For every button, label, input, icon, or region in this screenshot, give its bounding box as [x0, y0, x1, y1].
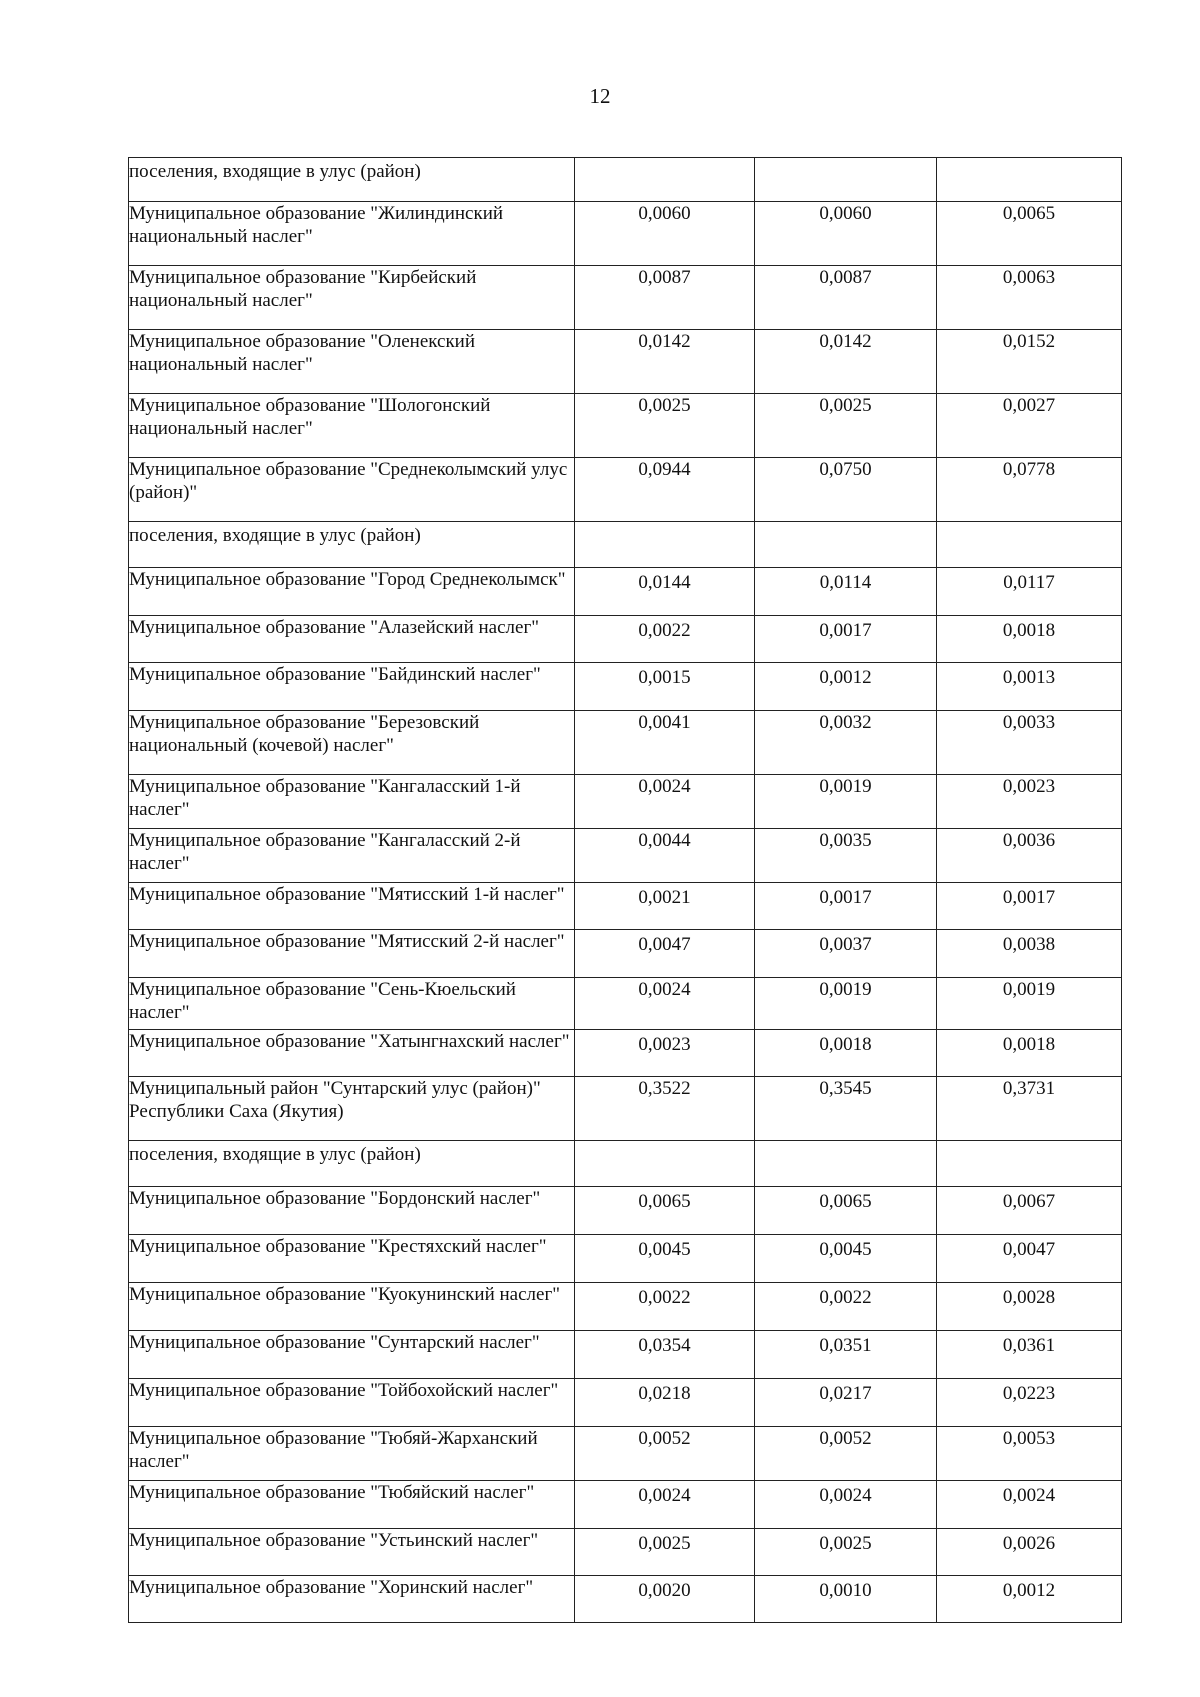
municipality-name-cell: Муниципальное образование "Бордонский наслег" [129, 1187, 575, 1235]
value-cell-col3: 0,0035 [755, 829, 937, 883]
value-cell-col3: 0,0019 [755, 775, 937, 829]
value-cell-col3: 0,0052 [755, 1427, 937, 1481]
value-cell-col4: 0,0019 [937, 978, 1122, 1030]
value-cell-col3: 0,0010 [755, 1576, 937, 1623]
municipality-name-cell: Муниципальное образование "Хоринский наслег" [129, 1576, 575, 1623]
municipality-name-cell: Муниципальное образование "Куокунинский наслег" [129, 1283, 575, 1331]
value-cell-col4: 0,0223 [937, 1379, 1122, 1427]
value-cell-col3: 0,0217 [755, 1379, 937, 1427]
municipality-name-cell: Муниципальное образование "Мятисский 1-й наслег" [129, 883, 575, 930]
municipality-name-cell: Муниципальное образование "Сень-Кюельский наслег" [129, 978, 575, 1030]
table-row [129, 1187, 1122, 1235]
value-cell-col4: 0,0023 [937, 775, 1122, 829]
table-row [129, 711, 1122, 775]
municipality-name-cell: Муниципальное образование "Тюбяйский наслег" [129, 1481, 575, 1529]
value-cell-col2: 0,0065 [575, 1187, 755, 1235]
value-cell-col2: 0,0047 [575, 930, 755, 978]
value-cell-col2: 0,0944 [575, 458, 755, 522]
value-cell-col3 [755, 522, 937, 568]
table-row [129, 394, 1122, 458]
table-row [129, 930, 1122, 978]
value-cell-col2 [575, 1141, 755, 1187]
value-cell-col4: 0,0117 [937, 568, 1122, 616]
table-row [129, 1379, 1122, 1427]
municipality-name-cell: Муниципальное образование "Шологонский национальный наслег" [129, 394, 575, 458]
value-cell-col3: 0,0012 [755, 663, 937, 711]
value-cell-col2: 0,0022 [575, 1283, 755, 1331]
value-cell-col2: 0,0024 [575, 1481, 755, 1529]
table-body [129, 158, 1122, 1623]
municipality-name-cell: Муниципальное образование "Крестяхский наслег" [129, 1235, 575, 1283]
municipality-name-cell: Муниципальное образование "Сунтарский наслег" [129, 1331, 575, 1379]
value-cell-col4: 0,0028 [937, 1283, 1122, 1331]
value-cell-col2: 0,0025 [575, 1529, 755, 1576]
table-row [129, 266, 1122, 330]
municipality-name-cell: Муниципальное образование "Тюбяй-Жарханский наслег" [129, 1427, 575, 1481]
municipality-name-cell: Муниципальное образование "Оленекский национальный наслег" [129, 330, 575, 394]
municipality-name-cell: Муниципальное образование "Березовский национальный (кочевой) наслег" [129, 711, 575, 775]
value-cell-col2: 0,0354 [575, 1331, 755, 1379]
value-cell-col4: 0,0013 [937, 663, 1122, 711]
municipality-name-cell: Муниципальное образование "Жилиндинский национальный наслег" [129, 202, 575, 266]
value-cell-col4 [937, 1141, 1122, 1187]
value-cell-col4: 0,0017 [937, 883, 1122, 930]
value-cell-col4: 0,0047 [937, 1235, 1122, 1283]
value-cell-col4: 0,0065 [937, 202, 1122, 266]
section-row [129, 522, 1122, 568]
municipality-name-cell: поселения, входящие в улус (район) [129, 522, 575, 568]
value-cell-col3: 0,0022 [755, 1283, 937, 1331]
value-cell-col2: 0,0142 [575, 330, 755, 394]
value-cell-col4: 0,0018 [937, 1030, 1122, 1077]
value-cell-col2: 0,3522 [575, 1077, 755, 1141]
value-cell-col3: 0,0025 [755, 1529, 937, 1576]
table-row [129, 1427, 1122, 1481]
value-cell-col3: 0,3545 [755, 1077, 937, 1141]
value-cell-col3: 0,0087 [755, 266, 937, 330]
value-cell-col4: 0,0027 [937, 394, 1122, 458]
municipality-name-cell: Муниципальное образование "Мятисский 2-й наслег" [129, 930, 575, 978]
value-cell-col4 [937, 158, 1122, 202]
value-cell-col4: 0,0024 [937, 1481, 1122, 1529]
value-cell-col3: 0,0750 [755, 458, 937, 522]
value-cell-col4: 0,0361 [937, 1331, 1122, 1379]
table-row [129, 1481, 1122, 1529]
table-row [129, 330, 1122, 394]
table-row [129, 775, 1122, 829]
value-cell-col3: 0,0025 [755, 394, 937, 458]
table-row [129, 1283, 1122, 1331]
table-row [129, 829, 1122, 883]
value-cell-col2: 0,0021 [575, 883, 755, 930]
value-cell-col2 [575, 522, 755, 568]
value-cell-col4: 0,0018 [937, 616, 1122, 663]
page-number: 12 [589, 84, 611, 108]
value-cell-col2 [575, 158, 755, 202]
value-cell-col2: 0,0041 [575, 711, 755, 775]
table-row [129, 568, 1122, 616]
municipality-name-cell: Муниципальное образование "Байдинский наслег" [129, 663, 575, 711]
municipality-name-cell: Муниципальное образование "Кангаласский 1-й наслег" [129, 775, 575, 829]
coefficients-table [128, 157, 1122, 1623]
value-cell-col3 [755, 158, 937, 202]
value-cell-col3: 0,0142 [755, 330, 937, 394]
value-cell-col3: 0,0017 [755, 883, 937, 930]
value-cell-col4: 0,0033 [937, 711, 1122, 775]
value-cell-col2: 0,0022 [575, 616, 755, 663]
value-cell-col2: 0,0015 [575, 663, 755, 711]
value-cell-col4: 0,0026 [937, 1529, 1122, 1576]
value-cell-col3 [755, 1141, 937, 1187]
value-cell-col2: 0,0024 [575, 978, 755, 1030]
table-row [129, 883, 1122, 930]
value-cell-col4: 0,3731 [937, 1077, 1122, 1141]
value-cell-col2: 0,0045 [575, 1235, 755, 1283]
value-cell-col3: 0,0351 [755, 1331, 937, 1379]
value-cell-col4: 0,0038 [937, 930, 1122, 978]
value-cell-col2: 0,0144 [575, 568, 755, 616]
table-row [129, 458, 1122, 522]
value-cell-col3: 0,0037 [755, 930, 937, 978]
value-cell-col3: 0,0114 [755, 568, 937, 616]
municipality-name-cell: Муниципальное образование "Тойбохойский наслег" [129, 1379, 575, 1427]
value-cell-col4: 0,0053 [937, 1427, 1122, 1481]
value-cell-col4: 0,0063 [937, 266, 1122, 330]
value-cell-col4: 0,0778 [937, 458, 1122, 522]
value-cell-col4: 0,0036 [937, 829, 1122, 883]
value-cell-col2: 0,0087 [575, 266, 755, 330]
value-cell-col2: 0,0060 [575, 202, 755, 266]
table-row [129, 1576, 1122, 1623]
municipality-name-cell: Муниципальное образование "Город Среднеколымск" [129, 568, 575, 616]
value-cell-col3: 0,0024 [755, 1481, 937, 1529]
municipality-name-cell: Муниципальное образование "Кангаласский 2-й наслег" [129, 829, 575, 883]
value-cell-col2: 0,0052 [575, 1427, 755, 1481]
value-cell-col2: 0,0024 [575, 775, 755, 829]
value-cell-col3: 0,0065 [755, 1187, 937, 1235]
table-row [129, 978, 1122, 1030]
municipality-name-cell: Муниципальное образование "Среднеколымский улус (район)" [129, 458, 575, 522]
section-row [129, 158, 1122, 202]
municipality-name-cell: Муниципальный район "Сунтарский улус (район)" Республики Саха (Якутия) [129, 1077, 575, 1141]
table-row [129, 1077, 1122, 1141]
municipality-name-cell: Муниципальное образование "Алазейский наслег" [129, 616, 575, 663]
value-cell-col4: 0,0152 [937, 330, 1122, 394]
table-row [129, 616, 1122, 663]
table-row [129, 1235, 1122, 1283]
value-cell-col3: 0,0018 [755, 1030, 937, 1077]
value-cell-col4: 0,0012 [937, 1576, 1122, 1623]
value-cell-col2: 0,0218 [575, 1379, 755, 1427]
value-cell-col3: 0,0045 [755, 1235, 937, 1283]
municipality-name-cell: поселения, входящие в улус (район) [129, 1141, 575, 1187]
value-cell-col4 [937, 522, 1122, 568]
value-cell-col2: 0,0023 [575, 1030, 755, 1077]
municipality-name-cell: поселения, входящие в улус (район) [129, 158, 575, 202]
value-cell-col2: 0,0044 [575, 829, 755, 883]
value-cell-col4: 0,0067 [937, 1187, 1122, 1235]
table-row [129, 1331, 1122, 1379]
municipality-name-cell: Муниципальное образование "Устьинский наслег" [129, 1529, 575, 1576]
table-row [129, 1030, 1122, 1077]
municipality-name-cell: Муниципальное образование "Кирбейский национальный наслег" [129, 266, 575, 330]
table-row [129, 202, 1122, 266]
value-cell-col3: 0,0019 [755, 978, 937, 1030]
value-cell-col2: 0,0025 [575, 394, 755, 458]
section-row [129, 1141, 1122, 1187]
table-row [129, 663, 1122, 711]
value-cell-col3: 0,0060 [755, 202, 937, 266]
value-cell-col2: 0,0020 [575, 1576, 755, 1623]
table-row [129, 1529, 1122, 1576]
municipality-name-cell: Муниципальное образование "Хатынгнахский наслег" [129, 1030, 575, 1077]
value-cell-col3: 0,0032 [755, 711, 937, 775]
value-cell-col3: 0,0017 [755, 616, 937, 663]
